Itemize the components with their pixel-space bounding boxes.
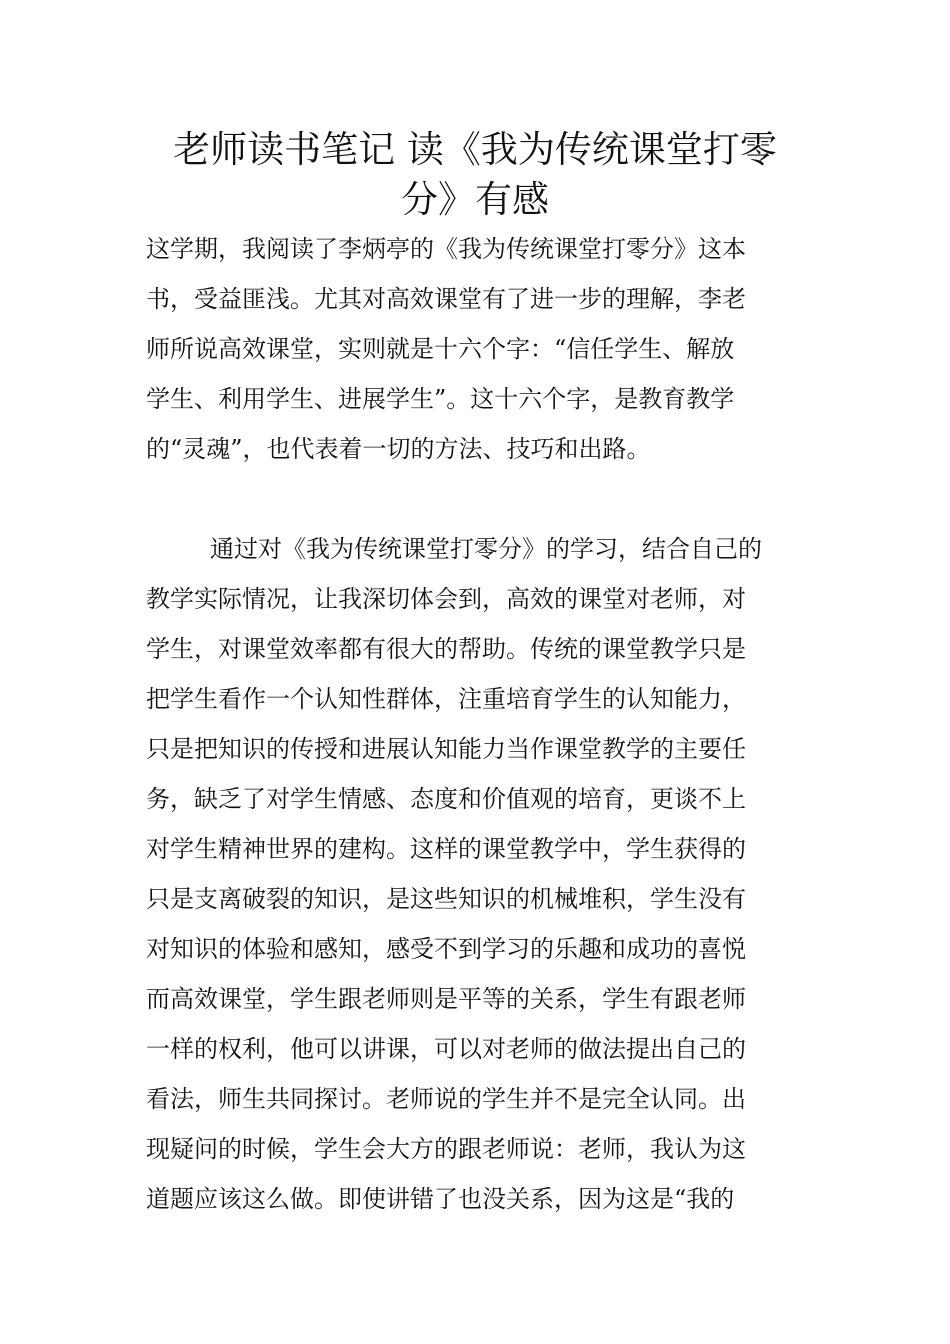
- paragraph-line: 务，缺乏了对学生情感、态度和价值观的培育，更谈不上: [146, 785, 746, 813]
- paragraph-line: 而高效课堂，学生跟老师则是平等的关系，学生有跟老师: [146, 985, 746, 1013]
- document-title-line-2: 分》有感: [401, 178, 549, 221]
- document-title-line-1: 老师读书笔记 读《我为传统课堂打零: [173, 128, 777, 171]
- paragraph-line: 师所说高效课堂，实则就是十六个字：“信任学生、解放: [146, 335, 735, 363]
- paragraph-line: 把学生看作一个认知性群体，注重培育学生的认知能力，: [146, 685, 746, 713]
- paragraph-line: 教学实际情况，让我深切体会到，高效的课堂对老师，对: [146, 585, 746, 613]
- paragraph-line: 现疑问的时候，学生会大方的跟老师说：老师，我认为这: [146, 1135, 746, 1163]
- paragraph-line: 书，受益匪浅。尤其对高效课堂有了进一步的理解，李老: [146, 285, 746, 313]
- paragraph-line: 只是支离破裂的知识，是这些知识的机械堆积，学生没有: [146, 885, 746, 913]
- paragraph-line: 学生，对课堂效率都有很大的帮助。传统的课堂教学只是: [146, 635, 746, 663]
- paragraph-line: 只是把知识的传授和进展认知能力当作课堂教学的主要任: [146, 735, 746, 763]
- paragraph-line: 的“灵魂”，也代表着一切的方法、技巧和出路。: [146, 435, 651, 463]
- paragraph-line: 一样的权利，他可以讲课，可以对老师的做法提出自己的: [146, 1035, 746, 1063]
- paragraph-line: 道题应该这么做。即使讲错了也没关系，因为这是“我的: [146, 1185, 735, 1213]
- paragraph-line: 对学生精神世界的建构。这样的课堂教学中，学生获得的: [146, 835, 746, 863]
- paragraph-line: 通过对《我为传统课堂打零分》的学习，结合自己的: [210, 535, 762, 563]
- paragraph-line: 看法，师生共同探讨。老师说的学生并不是完全认同。出: [146, 1085, 746, 1113]
- paragraph-line: 这学期，我阅读了李炳亭的《我为传统课堂打零分》这本: [146, 235, 746, 263]
- paragraph-line: 对知识的体验和感知，感受不到学习的乐趣和成功的喜悦: [146, 935, 746, 963]
- paragraph-line: 学生、利用学生、进展学生”。这十六个字，是教育教学: [146, 385, 735, 413]
